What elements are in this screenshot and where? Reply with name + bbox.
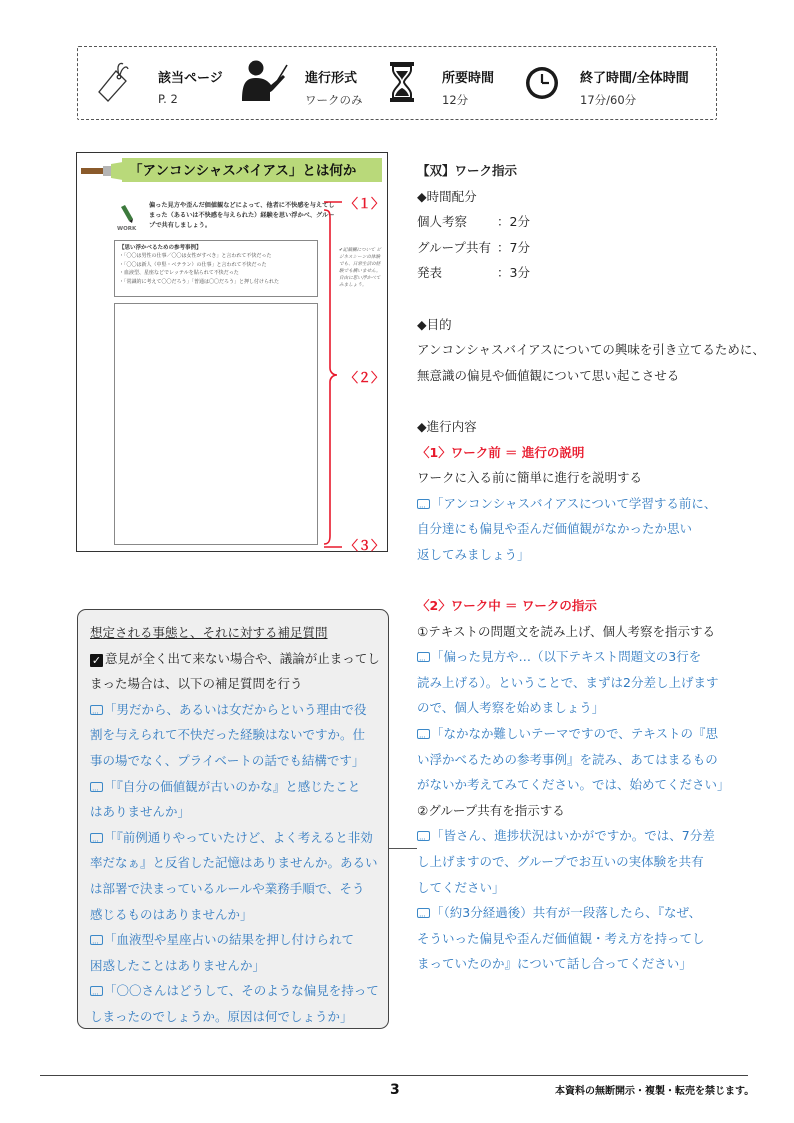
time-row [417,260,737,286]
speech-bubble-icon [90,705,103,715]
time-label: 個人考察 [417,214,468,230]
hourglass-icon [389,61,415,107]
quote-text: 「『自分の価値観が古いのかな』と感じたこと [104,778,361,794]
reference-item: ・「常識的に考えて〇〇だろう」「普通は〇〇だろう」と押し付けられた [119,278,280,285]
page-ref-value: P. 2 [158,92,178,106]
quote-text: 「（約3分経過後）共有が一段落したら、『なぜ、 [431,905,702,921]
reference-item: ・血液型、星座などでレッテルを貼られて不快だった [119,270,239,276]
quote-text: 「血液型や星座占いの結果を押し付けられて [104,932,355,948]
time-value: ：7分 [497,239,530,255]
section1-line: ワークに入る前に簡単に進行を説明する [417,470,643,486]
quote-line [417,721,737,747]
quote-line: しまったのでしょうか。原因は何でしょうか」 [90,1008,353,1024]
speech-bubble-icon [417,652,430,662]
marker-2: 〈２〉 [345,371,385,386]
quote-line [90,697,380,723]
instructions-heading: 【双】ワーク指示 [417,163,518,178]
presenter-icon [238,59,288,107]
section2-step1: ①テキストの問題文を読み上げ、個人考察を指示する [417,623,715,639]
quote-line: してください」 [417,879,505,895]
scenario-title: 想定される事態と、それに対する補足質問 [90,625,328,640]
scenario-content [90,620,380,1030]
side-note: ✔記載欄について ビジネスシーンの体験でも、日常生活の経験でも構いません。自由に思い浮かべてみましょう。 [339,248,381,288]
speech-bubble-icon [417,908,430,918]
quote-line [90,774,380,800]
quote-line: し上げますので、グループでお互いの実体験を共有 [417,854,704,870]
speech-bubble-icon [90,935,103,945]
quote-line: 率だなぁ』と反省した記憶はありませんか。あるい [90,855,378,871]
quote-line [90,825,380,851]
time-row [417,209,737,235]
section-bracket [322,200,344,556]
bookmark-tag-icon [96,61,130,109]
quote-line: そういった偏見や歪んだ価値観・考え方を持ってし [417,930,705,946]
quote-line [417,823,737,849]
purpose-heading: ◆目的 [417,316,452,332]
quote-line: 事の場でなく、プライベートの話でも結構です」 [90,752,365,768]
purpose-line: アンコンシャスバイアスについての興味を引き立てるために、 [417,342,765,358]
quote-text: 「なかなか難しいテーマですので、テキストの『思 [431,726,719,742]
time-value: ：2分 [497,214,530,230]
speech-bubble-icon [417,831,430,841]
quote-line: 返してみましょう」 [417,546,530,562]
quote-text: 「〇〇さんはどうして、そのような偏見を持って [104,983,379,999]
end-time-value: 17分/60分 [580,93,637,107]
quote-line [90,927,380,953]
quote-text: 「男だから、あるいは女だからという理由で役 [104,701,367,717]
section2-step2: ②グループ共有を指示する [417,802,565,818]
work-instructions [417,158,765,977]
check-line [90,646,380,672]
speech-bubble-icon [417,499,430,509]
time-row [417,235,737,261]
quote-line [417,491,737,517]
end-time-label: 終了時間/全体時間 [580,71,689,86]
worksheet-title: 「アンコンシャスバイアス」とは何か [129,163,357,179]
quote-line: 割を与えられて不快だった経験はないですか。仕 [90,727,366,743]
quote-line: 感じるものはありませんか」 [90,906,253,922]
quote-line: 読み上げる）。ということで、まずは2分差し上げます [417,674,719,690]
copyright-note: 本資料の無断開示・複製・転売を禁じます。 [555,1086,755,1097]
reference-item: ・「〇〇は男性の仕事／〇〇は女性がすべき」と言われて不快だった [119,253,272,259]
speech-bubble-icon [90,986,103,996]
quote-line [417,644,737,670]
quote-line: はありませんか」 [90,804,191,820]
time-heading: ◆時間配分 [417,188,477,204]
purpose-line: 無意識の偏見や価値観について思い起こさせる [417,367,680,383]
quote-line: は部署で決まっているルールや業務手順で、そう [90,880,365,896]
reference-examples-box [114,240,318,297]
quote-line: まっていたのか』について話し合ってください」 [417,956,692,972]
check-text: 意見が全く出て来ない場合や、議論が止まってし [105,650,380,666]
checkbox-icon: ✓ [91,653,102,667]
reference-item: ・「〇〇は新人（中堅・ベテラン）の仕事」と言われて不快だった [119,261,267,268]
check-line: まった場合は、以下の補足質問を行う [90,676,303,692]
quote-line: 自分達にも偏見や歪んだ価値観がなかったか思い [417,521,693,537]
section1-heading: 〈1〉ワーク前 ＝ 進行の説明 [417,444,585,460]
reference-title: 【思い浮かべるための参考事例】 [119,245,202,251]
marker-1: 〈１〉 [345,197,385,212]
footer-divider [40,1075,748,1076]
quote-text: 「アンコンシャスバイアスについて学習する前に、 [431,495,717,511]
format-label: 進行形式 [305,71,358,86]
quote-line [90,978,380,1004]
speech-bubble-icon [90,782,103,792]
quote-line [417,900,737,926]
time-label: グループ共有 [417,239,492,255]
page-number: 3 [390,1082,400,1098]
scenario-box [77,609,389,1029]
speech-bubble-icon [417,729,430,739]
quote-text: 「皆さん、進捗状況はいかがですか。では、7分差 [431,828,715,844]
quote-text: 「『前例通りやっていたけど、よく考えると非効 [104,829,373,845]
marker-3: 〈３〉 [345,539,385,554]
time-label: 発表 [417,265,443,281]
section2-heading: 〈2〉ワーク中 ＝ ワークの指示 [417,598,597,614]
quote-line: ので、個人考察を始めましょう」 [417,700,605,716]
duration-value: 12分 [442,93,469,107]
quote-line: い浮かべるための参考事例』を読み、あてはまるもの [417,751,718,767]
worksheet-intro: 偏った見方や歪んだ価値観などによって、他者に不快感を与えてしまった（あるいは不快感を与えられた）経験を思い浮かべ、グループで共有しましょう。 [149,202,335,229]
work-label: WORK [117,226,137,232]
duration-label: 所要時間 [442,71,495,86]
progress-heading: ◆進行内容 [417,418,477,434]
quote-line: がないか考えてみてください。では、始めてください」 [417,777,730,793]
info-header-box [77,46,717,120]
format-value: ワークのみ [305,93,363,107]
quote-line: 困惑したことはありませんか」 [90,957,266,973]
quote-text: 「偏った見方や…（以下テキスト問題文の3行を [431,649,702,665]
connector-line [389,848,417,849]
time-value: ：3分 [497,265,530,281]
speech-bubble-icon [90,833,103,843]
clock-icon [525,66,559,104]
page-ref-label: 該当ページ [158,71,223,86]
writing-area [114,303,318,545]
